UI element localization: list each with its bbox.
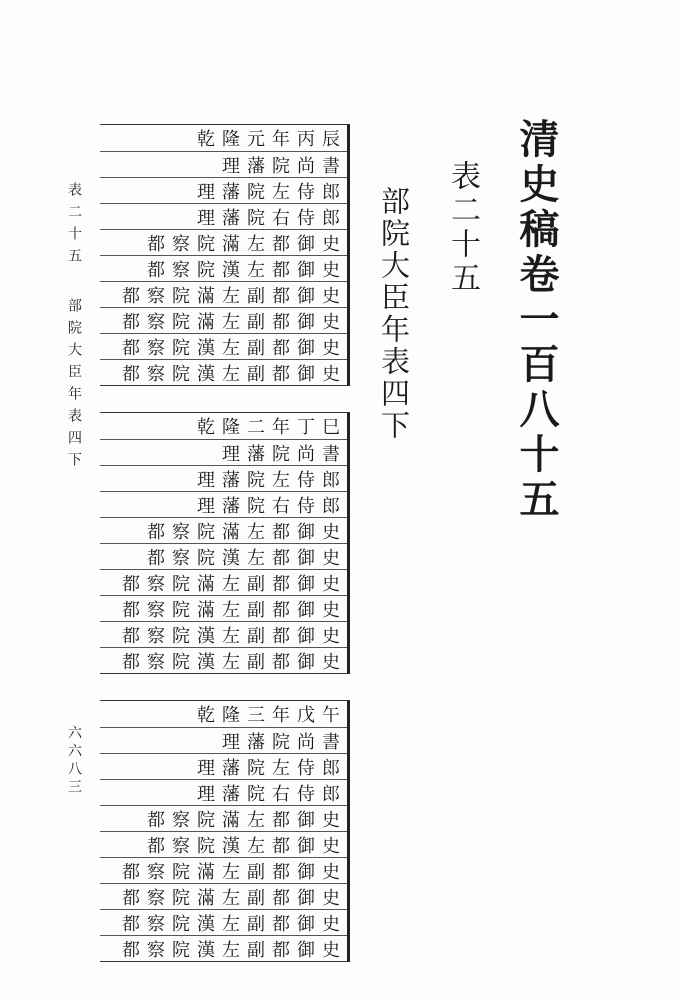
table-number: 表二十五 [445, 160, 480, 296]
ledger-row: 都察院漢左副都御史 [100, 647, 347, 673]
ledger-row: 乾隆三年戊午 [197, 705, 347, 726]
margin-table-number: 表二十五 [66, 182, 82, 270]
ledger-row: 都察院滿左副都御史 [100, 281, 347, 307]
ledger-row: 都察院漢左都御史 [100, 543, 347, 569]
ledger-row: 理藩院尚書 [100, 151, 347, 177]
ledger-row: 都察院漢左副都御史 [100, 909, 347, 935]
year-block [100, 412, 350, 674]
ledger-row: 理藩院左侍郎 [100, 753, 347, 779]
year-block [100, 700, 350, 962]
margin-table-title: 部院大臣年表四下 [66, 298, 82, 474]
margin-running-head [64, 182, 84, 474]
ledger-row: 都察院滿左都御史 [100, 805, 347, 831]
ledger-row: 理藩院尚書 [100, 727, 347, 753]
ledger-row: 都察院漢左都御史 [100, 831, 347, 857]
ledger-row: 都察院滿左副都御史 [100, 307, 347, 333]
page-number: 六六八三 [66, 725, 82, 797]
ledger-row: 理藩院左侍郎 [100, 177, 347, 203]
ledger-row: 理藩院尚書 [100, 439, 347, 465]
ledger-row: 都察院漢左副都御史 [100, 359, 347, 385]
ledger-row: 理藩院右侍郎 [100, 491, 347, 517]
ledger-row: 都察院滿左都御史 [100, 229, 347, 255]
ledger-row: 理藩院右侍郎 [100, 779, 347, 805]
book-title: 清史稿卷一百八十五 [513, 118, 560, 523]
ledger-table [100, 124, 350, 962]
ledger-row: 乾隆二年丁巳 [197, 417, 347, 438]
ledger-row: 都察院滿左副都御史 [100, 883, 347, 909]
table-title: 部院大臣年表四下 [377, 186, 411, 442]
ledger-row: 都察院漢左都御史 [100, 255, 347, 281]
ledger-row: 都察院滿左都御史 [100, 517, 347, 543]
ledger-row: 都察院滿左副都御史 [100, 857, 347, 883]
ledger-row: 都察院滿左副都御史 [100, 595, 347, 621]
ledger-row: 乾隆元年丙辰 [197, 129, 347, 150]
ledger-row: 都察院滿左副都御史 [100, 569, 347, 595]
ledger-row: 都察院漢左副都御史 [100, 333, 347, 359]
ledger-row: 都察院漢左副都御史 [100, 935, 347, 961]
year-block [100, 124, 350, 386]
ledger-row: 理藩院左侍郎 [100, 465, 347, 491]
ledger-row: 理藩院右侍郎 [100, 203, 347, 229]
ledger-row: 都察院漢左副都御史 [100, 621, 347, 647]
